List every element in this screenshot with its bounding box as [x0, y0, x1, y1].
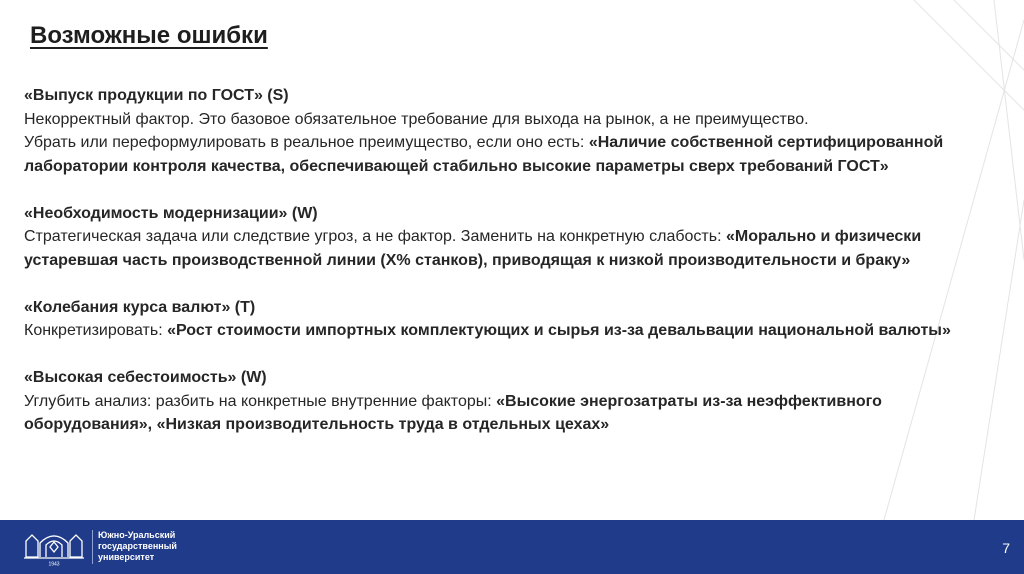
error-item-text	[24, 319, 984, 343]
error-item-heading: «Высокая себестоимость» (W)	[24, 369, 267, 386]
explanation-text: Убрать или переформулировать в реальное преимущество, если оно есть:	[24, 134, 589, 151]
explanation-text: Конкретизировать:	[24, 322, 168, 339]
page-number: 7	[1002, 540, 1010, 556]
recommendation-text: «Морально и физически устаревшая часть производственной линии (X% станков), приводящая к низкой производительности и браку»	[24, 228, 922, 269]
slide-content	[24, 84, 984, 460]
university-name-line: Южно-Уральский	[98, 530, 176, 540]
logo-divider	[92, 530, 93, 564]
recommendation-text: «Наличие собственной сертифицированной лаборатории контроля качества, обеспечивающей стабильно высокие параметры сверх требований ГОСТ»	[24, 134, 944, 175]
explanation-text: Некорректный фактор. Это базовое обязательное требование для выхода на рынок, а не преимущество.	[24, 110, 809, 128]
error-item-text	[24, 390, 984, 437]
error-item-heading: «Колебания курса валют» (T)	[24, 298, 256, 316]
university-name-line: университет	[98, 552, 155, 562]
error-item	[24, 84, 984, 178]
error-item-text	[24, 225, 984, 272]
recommendation-text: «Рост стоимости импортных комплектующих и сырья из-за девальвации национальной валюты»	[167, 322, 951, 339]
recommendation-text: «Высокие энергозатраты из-за неэффективного оборудования», «Низкая производительность труда в отдельных цехах»	[24, 392, 882, 433]
logo-year: 1943	[48, 561, 60, 567]
slide-title: Возможные ошибки	[30, 22, 268, 49]
explanation-text: Стратегическая задача или следствие угроз, а не фактор. Заменить на конкретную слабость:	[24, 228, 726, 245]
error-item	[24, 202, 984, 273]
susu-logo-icon	[22, 527, 86, 567]
explanation-text: Углубить анализ: разбить на конкретные внутренние факторы:	[24, 392, 497, 410]
error-item-text	[24, 108, 984, 132]
error-item	[24, 296, 984, 343]
university-name	[98, 530, 177, 563]
footer-bar	[0, 520, 1024, 574]
university-name-line: государственный	[98, 541, 177, 551]
error-item-heading: «Выпуск продукции по ГОСТ» (S)	[24, 87, 289, 104]
error-item	[24, 366, 984, 437]
error-item-text	[24, 131, 984, 178]
error-item-heading: «Необходимость модернизации» (W)	[24, 204, 318, 222]
